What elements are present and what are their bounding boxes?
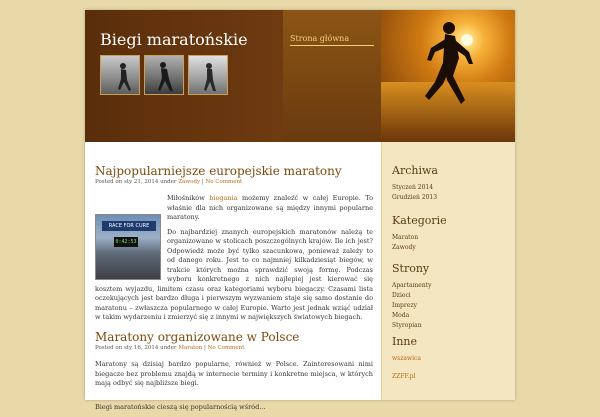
header — [85, 10, 515, 142]
thumbnail-runner-3[interactable] — [188, 55, 228, 95]
sidebar-heading-pages: Strony — [392, 262, 430, 275]
archive-item[interactable]: Grudzień 2013 — [392, 194, 438, 201]
sidebar-other-section — [382, 335, 516, 382]
header-nav-panel — [283, 10, 381, 142]
meta-separator: | — [202, 345, 208, 351]
race-clock: 0:42:53 — [115, 239, 137, 245]
page-container — [85, 10, 515, 411]
post-category-link[interactable]: Maraton — [178, 345, 203, 351]
post — [95, 164, 373, 328]
archive-item[interactable]: Styczeń 2014 — [392, 184, 434, 191]
post-comments-link[interactable]: No Comment — [207, 345, 245, 351]
text-fragment: Miłośników — [167, 194, 210, 202]
post-meta — [95, 345, 373, 351]
thumbnail-runner-2[interactable] — [144, 55, 184, 95]
post-title[interactable]: Maratony organizowane w Polsce — [95, 330, 300, 344]
text-fragment: możemy znaleźć w całej Europie. To właśnie dla nich organizowane są między innymi popularne maratony. — [167, 194, 373, 221]
sidebar-archive-section — [382, 164, 516, 203]
nav-home-link[interactable]: Strona główna — [290, 34, 374, 46]
runner-silhouette-icon — [421, 18, 481, 128]
page-item[interactable]: Styropian — [392, 322, 422, 329]
runner-photo-icon — [101, 56, 141, 96]
post-image-race — [95, 214, 161, 280]
header-image-sunset-runner — [381, 10, 515, 142]
post-paragraph: Maratony są dzisiaj bardzo popularne, również w Polsce. Zainteresowani nimi biegacze bez problemu znajdą w internecie terminy i konkretne miejsca, w których mają odbyć się najbliższe biegi. — [95, 360, 373, 387]
site-title[interactable]: Biegi maratońskie — [100, 30, 248, 49]
post-category-link[interactable]: Zawody — [178, 179, 201, 185]
page-item[interactable]: Apartamenty — [392, 282, 432, 289]
other-link[interactable]: ZZFF.pl — [392, 373, 416, 380]
page-item[interactable]: Moda — [392, 312, 410, 319]
page-item[interactable]: Dzieci — [392, 292, 411, 299]
post-body — [95, 194, 373, 323]
category-item[interactable]: Maraton — [392, 234, 419, 241]
other-link[interactable]: wszawica — [392, 355, 421, 362]
post-body — [95, 360, 373, 412]
main-content — [85, 142, 381, 411]
meta-separator: | — [200, 179, 206, 185]
sidebar-pages-section — [382, 262, 516, 331]
post-title[interactable]: Najpopularniejsze europejskie maratony — [95, 164, 342, 178]
post-paragraph: Do najbardziej znanych europejskich maratonów należą te organizowane w stolicach poszczególnych krajów. Ile ich jest? Odpowiedź może być tylko szacunkowa, ponieważ zależy to od danego roku. Jest to co najmniej kilkadziesiąt biegów, w trakcie których można sprawdzić swoją formę. Podczas wyboru konkretnego z nich najlepiej jest kierować się kosztem wyjazdu, limitem czasu oraz kategoriami wyboru biegaczy. Czasami lista oczekujących jest bardzo długa i pierwszym wyzwaniem staje się samo dostanie do maratonu – zwłaszcza popularnego w całej Europie. Warto jest jednak wziąć udział w takim wydarzeniu i zmierzyć się z innymi w największych światowych biegach. — [95, 227, 373, 321]
sidebar-heading-archive: Archiwa — [392, 164, 438, 177]
post-date: Posted on sty 16, 2014 under — [95, 345, 177, 351]
sidebar-categories-section — [382, 214, 516, 253]
thumbnail-runner-1[interactable] — [100, 55, 140, 95]
other-list — [392, 354, 516, 382]
post-comments-link[interactable]: No Comment — [205, 179, 243, 185]
post-date: Posted on sty 21, 2014 under — [95, 179, 177, 185]
page-item[interactable]: Imprezy — [392, 302, 417, 309]
race-banner: RACE FOR CURE — [102, 221, 156, 231]
sidebar — [381, 142, 515, 400]
sidebar-heading-other: Inne — [392, 335, 418, 348]
post — [95, 330, 373, 417]
category-list — [392, 233, 516, 253]
post-paragraph: Biegi maratońskie cieszą się popularnością wśród... — [95, 402, 266, 411]
runner-photo-icon — [189, 56, 229, 96]
biegania-link[interactable]: biegania — [209, 194, 238, 202]
header-thumbnails — [100, 55, 228, 95]
archive-list — [392, 183, 516, 203]
post-meta — [95, 179, 373, 185]
sidebar-heading-categories: Kategorie — [392, 214, 447, 227]
category-item[interactable]: Zawody — [392, 244, 416, 251]
pages-list — [392, 281, 516, 331]
runner-photo-icon — [145, 56, 185, 96]
